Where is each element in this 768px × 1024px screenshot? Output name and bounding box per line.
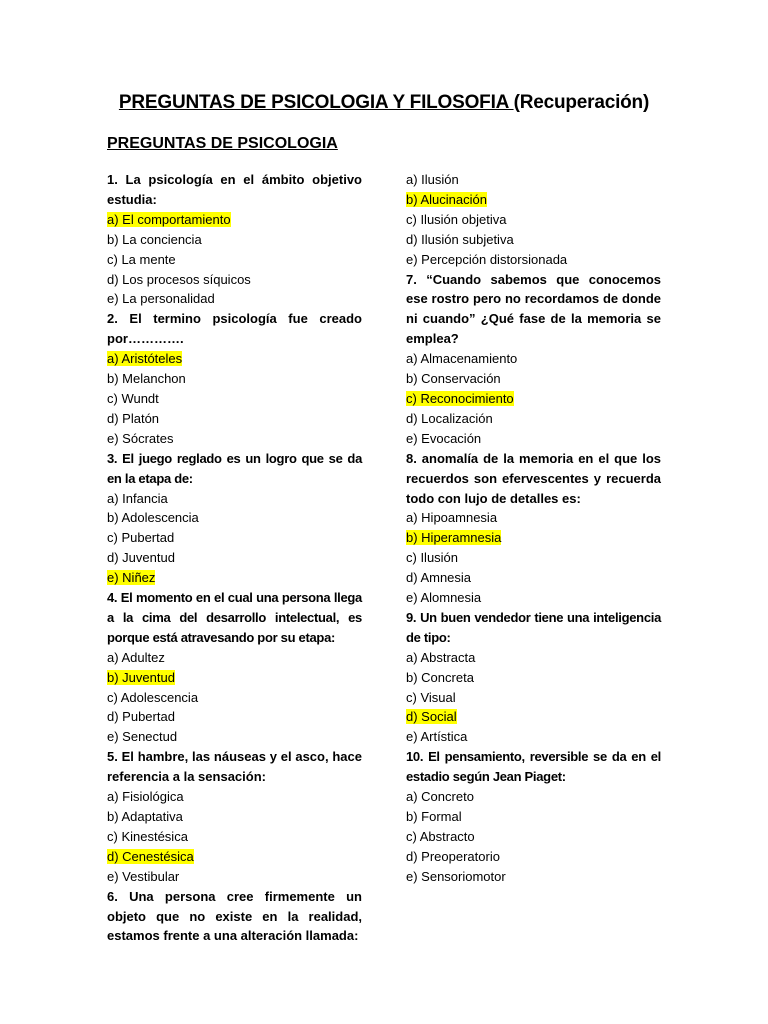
answer-option: a) Ilusión xyxy=(406,172,459,187)
answer-option: d) Los procesos síquicos xyxy=(107,271,251,287)
answer-option: b) Concreta xyxy=(406,669,474,685)
answer-option xyxy=(107,568,362,588)
correct-answer-highlight: d) Social xyxy=(406,709,457,725)
answer-option: b) Melanchon xyxy=(107,371,186,387)
answer-option: a) Fisiológica xyxy=(107,789,184,805)
answer-option: d) Juventud xyxy=(107,550,175,566)
correct-answer-highlight: a) El comportamiento xyxy=(107,211,231,227)
answer-option: e) Sócrates xyxy=(107,430,174,446)
answer-option: c) Ilusión objetiva xyxy=(406,211,507,227)
title-main: PREGUNTAS DE PSICOLOGIA Y FILOSOFIA xyxy=(118,92,514,113)
answer-option: e) Sensoriomotor xyxy=(406,868,506,884)
answer-option: d) Amnesia xyxy=(406,570,472,586)
answer-option: a) Adultez xyxy=(107,649,165,665)
correct-answer-highlight: a) Aristóteles xyxy=(107,351,183,367)
answer-option: e) Alomnesia xyxy=(406,590,482,606)
question-2: 2. El termino psicología fue creado por…………. xyxy=(107,311,362,347)
answer-option xyxy=(406,707,661,727)
answer-option xyxy=(406,389,661,409)
answer-option: c) Adolescencia xyxy=(107,689,199,705)
answer-option xyxy=(107,210,362,230)
answer-option: d) Ilusión subjetiva xyxy=(406,231,514,247)
correct-answer-highlight: c) Reconocimiento xyxy=(406,390,514,406)
answer-option: e) Percepción distorsionada xyxy=(406,251,568,267)
right-column xyxy=(406,170,661,887)
page-title xyxy=(0,92,768,114)
answer-option: a) Abstracta xyxy=(406,649,476,665)
answer-option: b) La conciencia xyxy=(107,231,202,247)
question-9: 9. Un buen vendedor tiene una inteligencia de tipo: xyxy=(406,609,661,645)
answer-option xyxy=(107,847,362,867)
answer-option: b) Conservación xyxy=(406,371,501,387)
answer-option: a) Infancia xyxy=(107,490,168,506)
answer-option: d) Pubertad xyxy=(107,709,175,725)
question-1: 1. La psicología en el ámbito objetivo estudia: xyxy=(107,172,362,207)
answer-option: b) Adolescencia xyxy=(107,510,199,526)
correct-answer-highlight: b) Alucinación xyxy=(406,191,487,207)
answer-option: a) Hipoamnesia xyxy=(406,510,498,526)
answer-option xyxy=(406,190,661,210)
question-10: 10. El pensamiento, reversible se da en el estadio según Jean Piaget: xyxy=(406,749,661,785)
answer-option: c) Kinestésica xyxy=(107,828,188,844)
question-4: 4. El momento en el cual una persona llega a la cima del desarrollo intelectual, es porque está atravesando por su etapa: xyxy=(107,590,362,645)
answer-option: e) Senectud xyxy=(107,729,178,745)
answer-option: d) Preoperatorio xyxy=(406,848,500,864)
correct-answer-highlight: b) Hiperamnesia xyxy=(406,530,502,546)
correct-answer-highlight: e) Niñez xyxy=(107,570,156,586)
answer-option: e) Artística xyxy=(406,729,468,745)
title-suffix: (Recuperación) xyxy=(513,92,650,113)
answer-option: b) Adaptativa xyxy=(107,809,183,824)
answer-option xyxy=(107,668,362,688)
answer-option: a) Almacenamiento xyxy=(406,351,518,367)
answer-option: c) Ilusión xyxy=(406,550,459,566)
answer-option: e) Evocación xyxy=(406,430,482,446)
answer-option xyxy=(107,349,362,369)
answer-option: b) Formal xyxy=(406,809,462,824)
answer-option: d) Localización xyxy=(406,410,493,426)
question-5: 5. El hambre, las náuseas y el asco, hace referencia a la sensación: xyxy=(107,749,362,785)
left-column xyxy=(107,170,362,946)
answer-option: c) Wundt xyxy=(107,390,159,406)
question-8: 8. anomalía de la memoria en el que los recuerdos son efervescentes y recuerda todo con lujo de detalles es: xyxy=(406,450,661,506)
question-7: 7. “Cuando sabemos que conocemos ese rostro pero no recordamos de donde ni cuando” ¿Qué fase de la memoria se emplea? xyxy=(406,271,661,347)
answer-option: a) Concreto xyxy=(406,789,474,805)
answer-option: e) Vestibular xyxy=(107,868,180,884)
answer-option: e) La personalidad xyxy=(107,291,215,307)
correct-answer-highlight: d) Cenestésica xyxy=(107,848,194,864)
section-heading: PREGUNTAS DE PSICOLOGIA xyxy=(107,135,338,152)
correct-answer-highlight: b) Juventud xyxy=(107,669,175,685)
answer-option: c) Pubertad xyxy=(107,530,175,546)
question-6: 6. Una persona cree firmemente un objeto que no existe en la realidad, estamos frente a una alteración llamada: xyxy=(107,888,362,944)
question-3: 3. El juego reglado es un logro que se da en la etapa de: xyxy=(107,450,362,486)
answer-option: d) Platón xyxy=(107,410,160,426)
answer-option xyxy=(406,528,661,548)
answer-option: c) Visual xyxy=(406,689,456,705)
answer-option: c) Abstracto xyxy=(406,828,475,844)
answer-option: c) La mente xyxy=(107,251,176,267)
